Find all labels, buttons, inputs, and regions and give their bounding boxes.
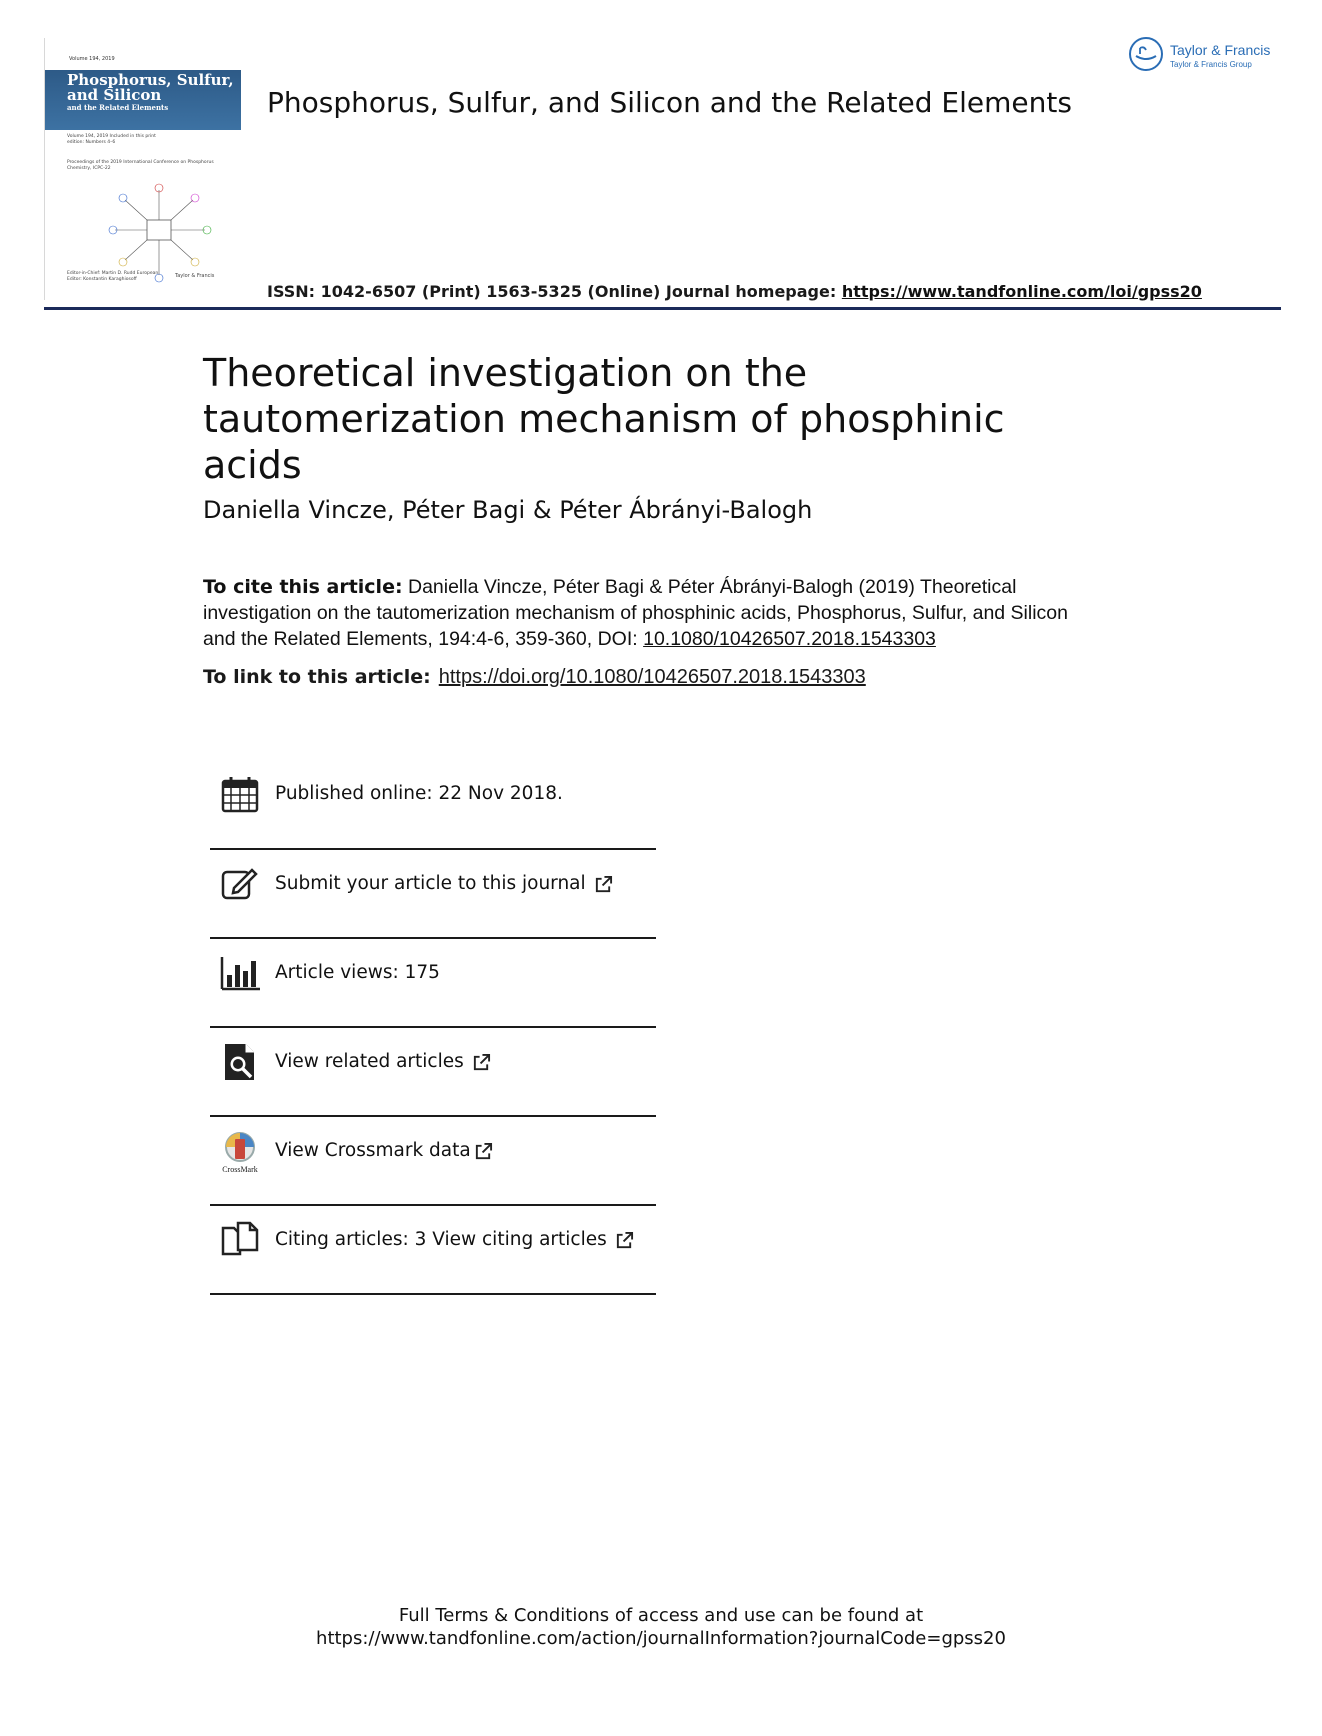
submit-article-item[interactable] xyxy=(210,850,656,939)
article-authors: Daniella Vincze, Péter Bagi & Péter Ábrányi-Balogh xyxy=(203,496,813,524)
publisher-name: Taylor & Francis xyxy=(1170,42,1271,58)
published-online-item xyxy=(210,760,656,850)
cover-subtitle: and the Related Elements xyxy=(67,103,169,112)
cover-title-band xyxy=(45,70,241,130)
article-views-text: Article views: 175 xyxy=(275,962,440,983)
bar-chart-icon xyxy=(220,953,260,993)
issn-text: ISSN: 1042-6507 (Print) 1563-5325 (Online) Journal homepage: xyxy=(267,282,842,301)
cite-label: To cite this article: xyxy=(203,576,403,598)
related-articles-item[interactable] xyxy=(210,1028,656,1117)
citing-articles-item[interactable] xyxy=(210,1206,656,1295)
article-doi-url[interactable]: https://doi.org/10.1080/10426507.2018.1543303 xyxy=(438,666,866,688)
crossmark-icon xyxy=(220,1131,260,1174)
related-articles-text: View related articles xyxy=(275,1051,464,1072)
citation-block xyxy=(203,574,1103,652)
journal-name: Phosphorus, Sulfur, and Silicon and the Related Elements xyxy=(267,86,1072,119)
external-link-icon xyxy=(472,1053,491,1072)
footer-line-1: Full Terms & Conditions of access and use can be found at xyxy=(398,1605,924,1626)
article-info-list xyxy=(210,760,656,1295)
article-title: Theoretical investigation on the tautomerization mechanism of phosphinic acids xyxy=(203,351,1005,487)
cover-editors: Editor-in-Chief: Martin D. Rudd European Editor: Konstantin Karaghiosoff xyxy=(67,271,159,282)
terms-footer xyxy=(0,1604,1322,1650)
edit-icon xyxy=(220,864,260,904)
external-link-icon xyxy=(615,1231,634,1250)
header-divider xyxy=(44,307,1281,310)
search-document-icon xyxy=(220,1042,260,1082)
external-link-icon xyxy=(474,1142,493,1161)
calendar-icon xyxy=(220,774,260,814)
citing-articles-text: Citing articles: 3 View citing articles xyxy=(275,1229,607,1250)
publisher-group: Taylor & Francis Group xyxy=(1170,60,1252,69)
published-online-text: Published online: 22 Nov 2018. xyxy=(275,783,563,804)
journal-homepage-link[interactable]: https://www.tandfonline.com/loi/gpss20 xyxy=(841,282,1202,301)
cover-proceedings: Proceedings of the 2019 International Conference on Phosphorus Chemistry, ICPC-22 xyxy=(67,160,214,171)
issn-line xyxy=(267,282,1202,301)
link-label: To link to this article: xyxy=(203,666,431,688)
footer-terms-link[interactable]: https://www.tandfonline.com/action/journalInformation?journalCode=gpss20 xyxy=(316,1628,1006,1649)
journal-cover xyxy=(44,38,241,300)
taylor-francis-logo[interactable] xyxy=(1128,36,1288,76)
cover-volume-label: Volume 194, 2019 xyxy=(69,56,115,62)
submit-article-text: Submit your article to this journal xyxy=(275,873,586,894)
cite-text: Daniella Vincze, Péter Bagi & Péter Ábrányi-Balogh (2019) Theoretical investigation on the tautomerization mechanism of phosphinic acids, Phosphorus, Sulfur, and Silicon and the Related Elements, 194:4-6, 359-360, DOI: xyxy=(203,576,1068,650)
article-views-item xyxy=(210,939,656,1028)
crossmark-item[interactable] xyxy=(210,1117,656,1206)
taylor-francis-emblem-icon xyxy=(1128,36,1164,72)
external-link-icon xyxy=(594,875,613,894)
article-link-line xyxy=(203,666,866,689)
cover-note: Volume 194, 2019 Included in this print edition: Numbers 4–6 xyxy=(67,134,156,145)
doi-link[interactable]: 10.1080/10426507.2018.1543303 xyxy=(643,628,936,650)
documents-icon xyxy=(220,1220,260,1260)
cover-publisher: Taylor & Francis xyxy=(175,273,215,279)
cover-title: Phosphorus, Sulfur, and Silicon xyxy=(67,71,234,104)
crossmark-icon-label: CrossMark xyxy=(222,1165,258,1174)
crossmark-text: View Crossmark data xyxy=(275,1140,471,1161)
